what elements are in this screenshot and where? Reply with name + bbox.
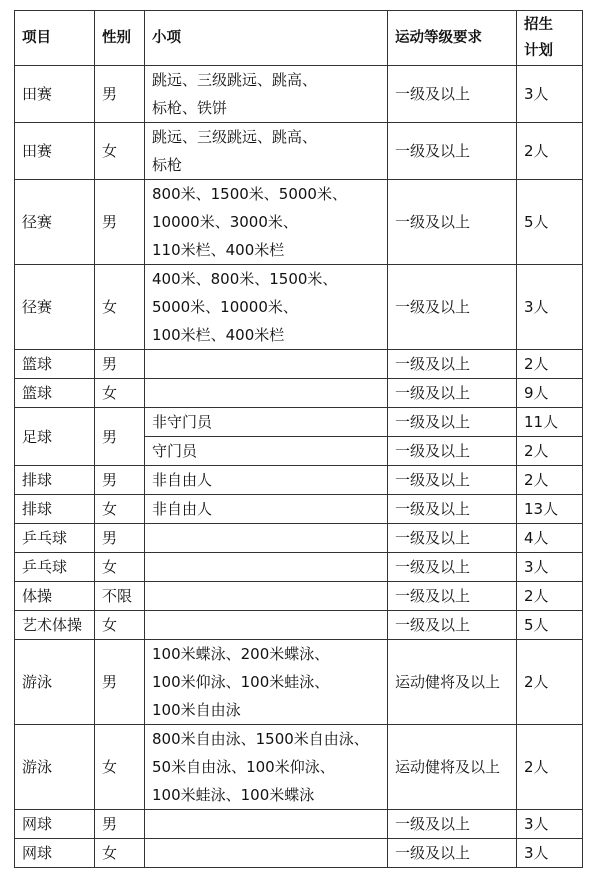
plan-cell: 5人 <box>517 180 583 265</box>
gender-cell: 男 <box>95 408 145 466</box>
table-row <box>15 810 583 839</box>
item-line: 100米栏、400米栏 <box>152 326 285 344</box>
project-cell: 排球 <box>15 466 95 495</box>
plan-cell: 2人 <box>517 437 583 466</box>
level-cell: 运动健将及以上 <box>388 640 517 725</box>
item-line: 非自由人 <box>152 471 213 489</box>
gender-cell: 男 <box>95 66 145 123</box>
item-line: 标枪 <box>152 156 183 174</box>
project-cell: 乒乓球 <box>15 524 95 553</box>
plan-cell: 2人 <box>517 640 583 725</box>
enrollment-table <box>14 10 583 868</box>
gender-cell: 女 <box>95 839 145 868</box>
project-cell: 田赛 <box>15 66 95 123</box>
table-row <box>15 66 583 123</box>
item-line: 50米自由泳、100米仰泳、 <box>152 758 335 776</box>
header-plan <box>517 11 583 66</box>
table-row <box>15 640 583 725</box>
project-cell: 游泳 <box>15 640 95 725</box>
project-cell: 径赛 <box>15 265 95 350</box>
gender-cell: 女 <box>95 123 145 180</box>
items-cell <box>145 379 388 408</box>
project-cell: 艺术体操 <box>15 611 95 640</box>
table-row <box>15 466 583 495</box>
item-line: 800米自由泳、1500米自由泳、 <box>152 730 369 748</box>
plan-cell: 11人 <box>517 408 583 437</box>
project-cell: 径赛 <box>15 180 95 265</box>
plan-cell: 3人 <box>517 66 583 123</box>
gender-cell: 不限 <box>95 582 145 611</box>
items-cell <box>145 466 388 495</box>
level-cell: 运动健将及以上 <box>388 725 517 810</box>
level-cell: 一级及以上 <box>388 524 517 553</box>
gender-cell: 男 <box>95 180 145 265</box>
table-row <box>15 123 583 180</box>
table-row <box>15 180 583 265</box>
item-line: 800米、1500米、5000米、 <box>152 185 347 203</box>
table-row <box>15 408 583 437</box>
item-line: 110米栏、400米栏 <box>152 241 285 259</box>
level-cell: 一级及以上 <box>388 180 517 265</box>
items-cell <box>145 640 388 725</box>
plan-cell: 2人 <box>517 466 583 495</box>
table-row <box>15 725 583 810</box>
plan-cell: 9人 <box>517 379 583 408</box>
project-cell: 网球 <box>15 839 95 868</box>
items-cell <box>145 582 388 611</box>
item-line: 10000米、3000米、 <box>152 213 298 231</box>
item-line: 400米、800米、1500米、 <box>152 270 338 288</box>
level-cell: 一级及以上 <box>388 123 517 180</box>
header-level: 运动等级要求 <box>388 11 517 66</box>
level-cell: 一级及以上 <box>388 582 517 611</box>
header-plan-line1: 招生 <box>524 17 553 33</box>
table-row <box>15 350 583 379</box>
header-items: 小项 <box>145 11 388 66</box>
table-row <box>15 553 583 582</box>
item-line: 非自由人 <box>152 500 213 518</box>
project-cell: 排球 <box>15 495 95 524</box>
table-row <box>15 611 583 640</box>
plan-cell: 4人 <box>517 524 583 553</box>
header-gender: 性别 <box>95 11 145 66</box>
gender-cell: 男 <box>95 524 145 553</box>
plan-cell: 3人 <box>517 553 583 582</box>
gender-cell: 女 <box>95 611 145 640</box>
items-cell <box>145 524 388 553</box>
items-cell <box>145 180 388 265</box>
level-cell: 一级及以上 <box>388 495 517 524</box>
level-cell: 一级及以上 <box>388 466 517 495</box>
item-line: 100米蝶泳、200米蝶泳、 <box>152 645 330 663</box>
level-cell: 一级及以上 <box>388 408 517 437</box>
project-cell: 乒乓球 <box>15 553 95 582</box>
project-cell: 足球 <box>15 408 95 466</box>
level-cell: 一级及以上 <box>388 553 517 582</box>
items-cell <box>145 265 388 350</box>
table-body <box>15 66 583 868</box>
project-cell: 田赛 <box>15 123 95 180</box>
level-cell: 一级及以上 <box>388 611 517 640</box>
level-cell: 一级及以上 <box>388 265 517 350</box>
plan-cell: 3人 <box>517 810 583 839</box>
item-line: 跳远、三级跳远、跳高、 <box>152 71 318 89</box>
items-cell: 非守门员 <box>145 408 388 437</box>
project-cell: 游泳 <box>15 725 95 810</box>
gender-cell: 男 <box>95 640 145 725</box>
gender-cell: 女 <box>95 379 145 408</box>
header-row <box>15 11 583 66</box>
item-line: 100米蛙泳、100米蝶泳 <box>152 786 315 804</box>
plan-cell: 2人 <box>517 582 583 611</box>
level-cell: 一级及以上 <box>388 350 517 379</box>
items-cell <box>145 553 388 582</box>
level-cell: 一级及以上 <box>388 66 517 123</box>
table-row <box>15 495 583 524</box>
items-cell <box>145 350 388 379</box>
level-cell: 一级及以上 <box>388 437 517 466</box>
level-cell: 一级及以上 <box>388 810 517 839</box>
gender-cell: 女 <box>95 265 145 350</box>
project-cell: 体操 <box>15 582 95 611</box>
item-line: 标枪、铁饼 <box>152 99 228 117</box>
gender-cell: 男 <box>95 466 145 495</box>
plan-cell: 5人 <box>517 611 583 640</box>
plan-cell: 3人 <box>517 265 583 350</box>
table-row <box>15 379 583 408</box>
items-cell <box>145 725 388 810</box>
items-cell <box>145 123 388 180</box>
item-line: 跳远、三级跳远、跳高、 <box>152 128 318 146</box>
gender-cell: 女 <box>95 495 145 524</box>
project-cell: 篮球 <box>15 379 95 408</box>
project-cell: 网球 <box>15 810 95 839</box>
table-row <box>15 839 583 868</box>
gender-cell: 男 <box>95 810 145 839</box>
plan-cell: 2人 <box>517 123 583 180</box>
plan-cell: 3人 <box>517 839 583 868</box>
items-cell: 守门员 <box>145 437 388 466</box>
item-line: 5000米、10000米、 <box>152 298 298 316</box>
level-cell: 一级及以上 <box>388 379 517 408</box>
items-cell <box>145 810 388 839</box>
item-line: 100米自由泳 <box>152 701 241 719</box>
header-project: 项目 <box>15 11 95 66</box>
gender-cell: 女 <box>95 725 145 810</box>
items-cell <box>145 839 388 868</box>
items-cell <box>145 66 388 123</box>
plan-cell: 13人 <box>517 495 583 524</box>
table-row <box>15 524 583 553</box>
table-row <box>15 265 583 350</box>
items-cell <box>145 495 388 524</box>
items-cell <box>145 611 388 640</box>
plan-cell: 2人 <box>517 725 583 810</box>
table-row <box>15 582 583 611</box>
level-cell: 一级及以上 <box>388 839 517 868</box>
header-plan-line2: 计划 <box>524 43 553 59</box>
item-line: 100米仰泳、100米蛙泳、 <box>152 673 330 691</box>
project-cell: 篮球 <box>15 350 95 379</box>
gender-cell: 男 <box>95 350 145 379</box>
gender-cell: 女 <box>95 553 145 582</box>
plan-cell: 2人 <box>517 350 583 379</box>
